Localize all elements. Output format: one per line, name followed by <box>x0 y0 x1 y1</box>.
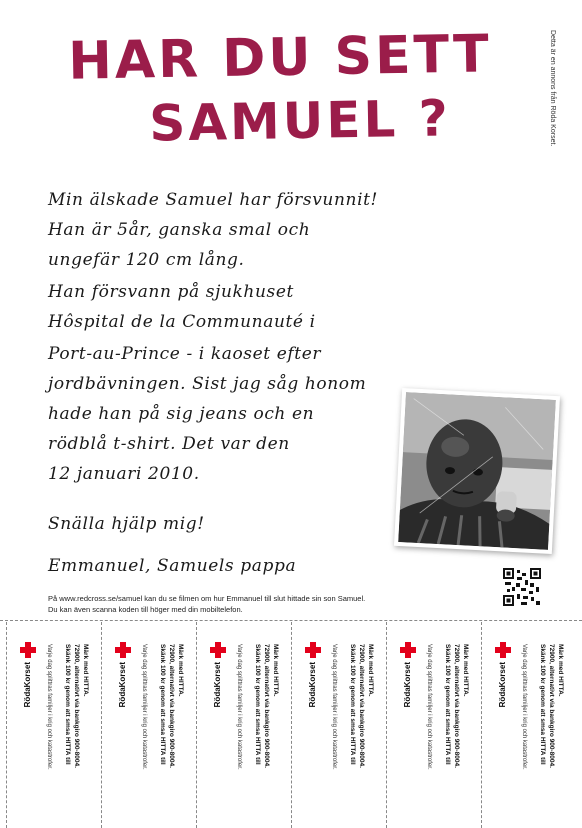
red-cross-logo <box>113 642 133 708</box>
tab-slogan: Varje dag splittras familjer i krig och katastrofer. <box>331 644 337 770</box>
tab-slogan: Varje dag splittras familjer i krig och katastrofer. <box>236 644 242 770</box>
caption-line-2: Du kan även scanna koden till höger med din mobiltelefon. <box>48 605 243 614</box>
child-photo-image <box>398 392 556 550</box>
tab-divider <box>101 622 102 828</box>
tab-slogan: Varje dag splittras familjer i krig och katastrofer. <box>141 644 147 770</box>
tab-donate-line: Skänk 100 kr genom att smsa HITTA till <box>254 644 261 765</box>
letter-line: rödblå t-shirt. Det var den <box>48 434 290 454</box>
advertiser-note: Detta är en annons från Röda Korset. <box>549 30 556 147</box>
red-cross-icon <box>400 642 416 658</box>
tab-donate-line: 72900, alternativt via bankgiro 900-8004. <box>168 644 175 768</box>
logo-text: RödaKorset <box>213 662 222 708</box>
tab-donate-line: Märk med HITTA. <box>177 644 184 697</box>
tab-donate-line: Märk med HITTA. <box>367 644 374 697</box>
tear-off-tab[interactable] <box>196 622 291 828</box>
tear-off-tab[interactable] <box>101 622 196 828</box>
red-cross-icon <box>20 642 36 658</box>
red-cross-logo <box>493 642 513 708</box>
logo-text: RödaKorset <box>23 662 32 708</box>
letter-line: Port-au-Prince - i kaoset efter <box>48 344 322 364</box>
tab-divider <box>291 622 292 828</box>
tab-donate-line: 72900, alternativt via bankgiro 900-8004. <box>263 644 270 768</box>
letter-line: Min älskade Samuel har försvunnit! <box>48 190 378 210</box>
letter-signature: Emmanuel, Samuels pappa <box>48 556 297 576</box>
letter-line: jordbävningen. Sist jag såg honom <box>48 374 367 394</box>
headline-line-1: HAR DU SETT <box>67 24 493 92</box>
letter-line: ungefär 120 cm lång. <box>48 250 245 270</box>
red-cross-icon <box>210 642 226 658</box>
red-cross-logo <box>398 642 418 708</box>
letter-line: 12 januari 2010. <box>48 464 200 484</box>
logo-text: RödaKorset <box>403 662 412 708</box>
qr-code <box>503 568 541 606</box>
tab-slogan: Varje dag splittras familjer i krig och katastrofer. <box>521 644 527 770</box>
tab-divider <box>481 622 482 828</box>
tab-donate-line: Märk med HITTA. <box>272 644 279 697</box>
tear-off-tab[interactable] <box>6 622 101 828</box>
red-cross-logo <box>18 642 38 708</box>
letter-line: hade han på sig jeans och en <box>48 404 315 424</box>
tab-donate-line: Skänk 100 kr genom att smsa HITTA till <box>349 644 356 765</box>
letter-line: Han försvann på sjukhuset <box>48 282 294 302</box>
tab-donate-line: Skänk 100 kr genom att smsa HITTA till <box>539 644 546 765</box>
tab-slogan: Varje dag splittras familjer i krig och katastrofer. <box>46 644 52 770</box>
letter-line: Han är 5år, ganska smal och <box>48 220 311 240</box>
child-photo <box>394 388 560 554</box>
tear-line <box>0 620 582 621</box>
red-cross-logo <box>303 642 323 708</box>
red-cross-icon <box>115 642 131 658</box>
tab-divider <box>6 622 7 828</box>
tab-donate-line: Märk med HITTA. <box>462 644 469 697</box>
logo-text: RödaKorset <box>118 662 127 708</box>
tear-off-tab[interactable] <box>291 622 386 828</box>
tear-off-tab[interactable] <box>481 622 576 828</box>
tab-donate-line: Skänk 100 kr genom att smsa HITTA till <box>444 644 451 765</box>
tear-off-tab[interactable] <box>386 622 481 828</box>
logo-text: RödaKorset <box>308 662 317 708</box>
red-cross-icon <box>495 642 511 658</box>
tab-donate-line: Skänk 100 kr genom att smsa HITTA till <box>64 644 71 765</box>
tab-donate-line: Märk med HITTA. <box>557 644 564 697</box>
tab-donate-line: Märk med HITTA. <box>82 644 89 697</box>
headline-line-2: SAMUEL ? <box>148 89 452 153</box>
logo-text: RödaKorset <box>498 662 507 708</box>
red-cross-icon <box>305 642 321 658</box>
tab-donate-line: 72900, alternativt via bankgiro 900-8004. <box>358 644 365 768</box>
letter-plea: Snälla hjälp mig! <box>48 514 205 534</box>
caption-line-1: På www.redcross.se/samuel kan du se filmen om hur Emmanuel till slut hittade sin son Samuel. <box>48 594 366 603</box>
tab-donate-line: Skänk 100 kr genom att smsa HITTA till <box>159 644 166 765</box>
red-cross-logo <box>208 642 228 708</box>
tab-divider <box>196 622 197 828</box>
tab-donate-line: 72900, alternativt via bankgiro 900-8004. <box>548 644 555 768</box>
tab-donate-line: 72900, alternativt via bankgiro 900-8004. <box>453 644 460 768</box>
tab-slogan: Varje dag splittras familjer i krig och katastrofer. <box>426 644 432 770</box>
tab-donate-line: 72900, alternativt via bankgiro 900-8004. <box>73 644 80 768</box>
tab-divider <box>386 622 387 828</box>
letter-line: Hôspital de la Communauté i <box>48 312 316 332</box>
